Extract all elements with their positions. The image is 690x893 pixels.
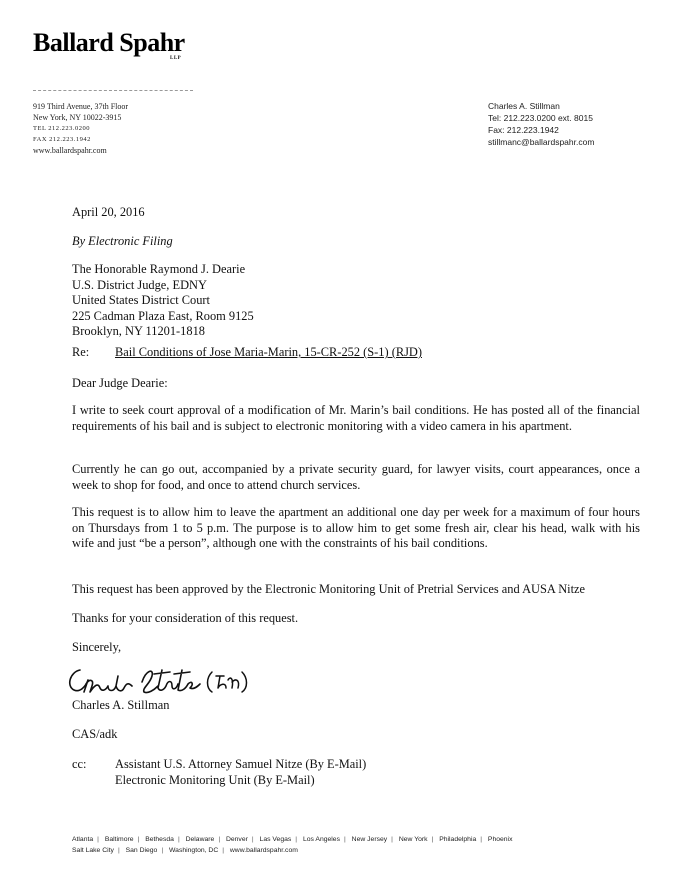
addressee-block — [72, 262, 254, 340]
typist-initials: CAS/adk — [72, 727, 118, 741]
sender-name: Charles A. Stillman — [488, 101, 560, 111]
office-name: Los Angeles — [302, 836, 340, 843]
body-paragraph: Currently he can go out, accompanied by a private security guard, for lawyer visits, court appearances, once a week to shop for food, and once to attend church services. — [72, 462, 640, 492]
re-label: Re: — [72, 345, 90, 359]
body-paragraph: This request has been approved by the Electronic Monitoring Unit of Pretrial Services and AUSA Nitze — [72, 582, 586, 596]
firm-tel: TEL 212.223.0200 — [33, 125, 91, 132]
office-name: New York — [398, 836, 428, 843]
office-name: Phoenix — [487, 836, 513, 843]
sender-contact-block — [488, 100, 594, 148]
handwritten-signature — [62, 662, 252, 698]
office-name: Atlanta — [72, 836, 94, 843]
signer-name: Charles A. Stillman — [72, 698, 170, 712]
footer-website: www.ballardspahr.com — [229, 847, 298, 854]
cc-list — [115, 757, 366, 788]
closing: Sincerely, — [72, 640, 122, 654]
office-name: Denver — [225, 836, 248, 843]
office-name: Las Vegas — [259, 836, 292, 843]
addressee-line: U.S. District Judge, EDNY — [72, 277, 207, 292]
address-line-1: 919 Third Avenue, 37th Floor — [33, 102, 129, 111]
addressee-line: Brooklyn, NY 11201-1818 — [72, 324, 205, 338]
sender-email: stillmanc@ballardspahr.com — [488, 137, 595, 147]
body-paragraph: This request is to allow him to leave the apartment an additional one day per week for a maximum of four hours on Thursdays from 1 to 5 p.m. The purpose is to allow him to get some fresh air, clear his head, walk with his wife and just “be a person”, although one with the constraints of his bail conditions. — [72, 505, 640, 550]
cc-recipient: Assistant U.S. Attorney Samuel Nitze (By E-Mail) — [115, 757, 367, 771]
body-paragraph: I write to seek court approval of a modification of Mr. Marin’s bail conditions. He has posted all of the financial requirements of his bail and is subject to electronic monitoring with a video camera in his apartment. — [72, 403, 640, 433]
firm-address — [33, 101, 128, 156]
footer-line-2: Salt Lake City | San Diego | Washington, DC | www.ballardspahr.com — [72, 847, 298, 854]
firm-suffix: LLP — [170, 56, 182, 61]
office-name: Baltimore — [104, 836, 134, 843]
office-name: San Diego — [125, 847, 158, 854]
sender-tel: Tel: 212.223.0200 ext. 8015 — [488, 113, 593, 123]
addressee-line: The Honorable Raymond J. Dearie — [72, 262, 246, 276]
office-name: Washington, DC — [169, 847, 219, 854]
letterhead-divider — [33, 90, 193, 91]
address-line-2: New York, NY 10022-3915 — [33, 113, 122, 122]
letter-date: April 20, 2016 — [72, 205, 145, 219]
salutation: Dear Judge Dearie: — [72, 376, 168, 390]
firm-logo: Ballard Spahr — [33, 28, 185, 57]
delivery-method: By Electronic Filing — [72, 234, 173, 248]
cc-recipient: Electronic Monitoring Unit (By E-Mail) — [115, 772, 315, 787]
footer-line-1: Atlanta | Baltimore | Bethesda | Delaware | Denver | Las Vegas | Los Angeles | New Jersey | New York | Philadelphia | Phoenix — [72, 836, 513, 843]
office-name: Bethesda — [145, 836, 174, 843]
re-subject: Bail Conditions of Jose Maria-Marin, 15-CR-252 (S-1) (RJD) — [115, 345, 422, 359]
firm-fax: FAX 212.223.1942 — [33, 136, 91, 143]
sender-fax: Fax: 212.223.1942 — [488, 125, 559, 135]
addressee-line: United States District Court — [72, 293, 211, 307]
office-locations-footer — [72, 834, 512, 856]
office-name: Delaware — [185, 836, 215, 843]
office-name: Salt Lake City — [72, 847, 114, 854]
firm-website: www.ballardspahr.com — [33, 146, 107, 155]
office-name: New Jersey — [351, 836, 388, 843]
body-paragraph: Thanks for your consideration of this request. — [72, 611, 299, 625]
addressee-line: 225 Cadman Plaza East, Room 9125 — [72, 308, 254, 323]
office-name: Philadelphia — [439, 836, 477, 843]
cc-label: cc: — [72, 757, 87, 771]
